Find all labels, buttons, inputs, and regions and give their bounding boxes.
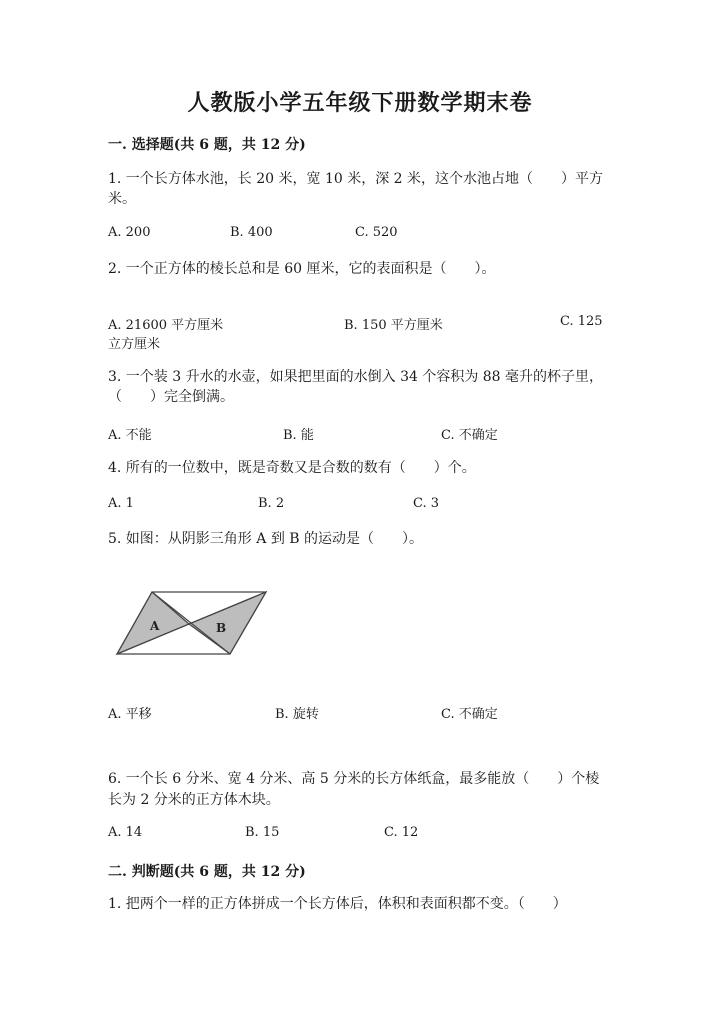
- question-4-option-c: C. 3: [413, 496, 440, 511]
- question-1-text-cont: 米。: [108, 191, 136, 207]
- question-4-option-a: A. 1: [108, 496, 134, 511]
- question-6-text-cont: 长为 2 分米的正方体木块。: [108, 792, 280, 808]
- question-6-text: 6. 一个长 6 分米、宽 4 分米、高 5 分米的长方体纸盒，最多能放（ ）个棱: [108, 771, 600, 787]
- question-4-option-b: B. 2: [258, 496, 285, 511]
- question-2-option-c-cont: 立方厘米: [108, 337, 161, 352]
- question-6-option-c: C. 12: [384, 825, 419, 840]
- question-2-option-a: A. 21600 平方厘米: [108, 318, 224, 333]
- question-6-option-a: A. 14: [108, 825, 143, 840]
- question-4-text: 4. 所有的一位数中，既是奇数又是合数的数有（ ）个。: [108, 460, 476, 476]
- label-a: A: [150, 619, 160, 633]
- question-1-option-a: A. 200: [108, 225, 151, 240]
- question-5-option-b: B. 旋转: [275, 707, 319, 722]
- question-3-option-c: C. 不确定: [441, 428, 498, 443]
- label-b: B: [216, 621, 227, 635]
- section-heading-judgement: 二. 判断题(共 6 题，共 12 分): [108, 864, 306, 880]
- shaded-triangle-b: [189, 592, 266, 654]
- question-3-option-b: B. 能: [283, 428, 314, 443]
- question-5-option-a: A. 平移: [108, 707, 152, 722]
- page-title: 人教版小学五年级下册数学期末卷: [187, 90, 533, 116]
- question-2-option-c: C. 125: [560, 314, 603, 329]
- question-5-text: 5. 如图：从阴影三角形 A 到 B 的运动是（ ）。: [108, 531, 424, 547]
- question-1-option-b: B. 400: [230, 225, 273, 240]
- question-2-text: 2. 一个正方体的棱长总和是 60 厘米，它的表面积是（ ）。: [108, 261, 496, 277]
- question-5-option-c: C. 不确定: [441, 707, 498, 722]
- question-1-text: 1. 一个长方体水池，长 20 米，宽 10 米，深 2 米，这个水池占地（ ）平方: [108, 171, 604, 187]
- question-6-option-b: B. 15: [245, 825, 280, 840]
- question-3-text-cont: （ ）完全倒满。: [108, 389, 234, 405]
- question-1-option-c: C. 520: [355, 225, 398, 240]
- question-3-text: 3. 一个装 3 升水的水壶，如果把里面的水倒入 34 个容积为 88 毫升的杯子里，: [108, 369, 604, 385]
- question-3-option-a: A. 不能: [108, 428, 152, 443]
- question-2-option-b: B. 150 平方厘米: [344, 318, 443, 333]
- judgement-1-text: 1. 把两个一样的正方体拼成一个长方体后，体积和表面积都不变。（ ）: [108, 896, 567, 912]
- section-heading-choice: 一. 选择题(共 6 题，共 12 分): [108, 137, 306, 153]
